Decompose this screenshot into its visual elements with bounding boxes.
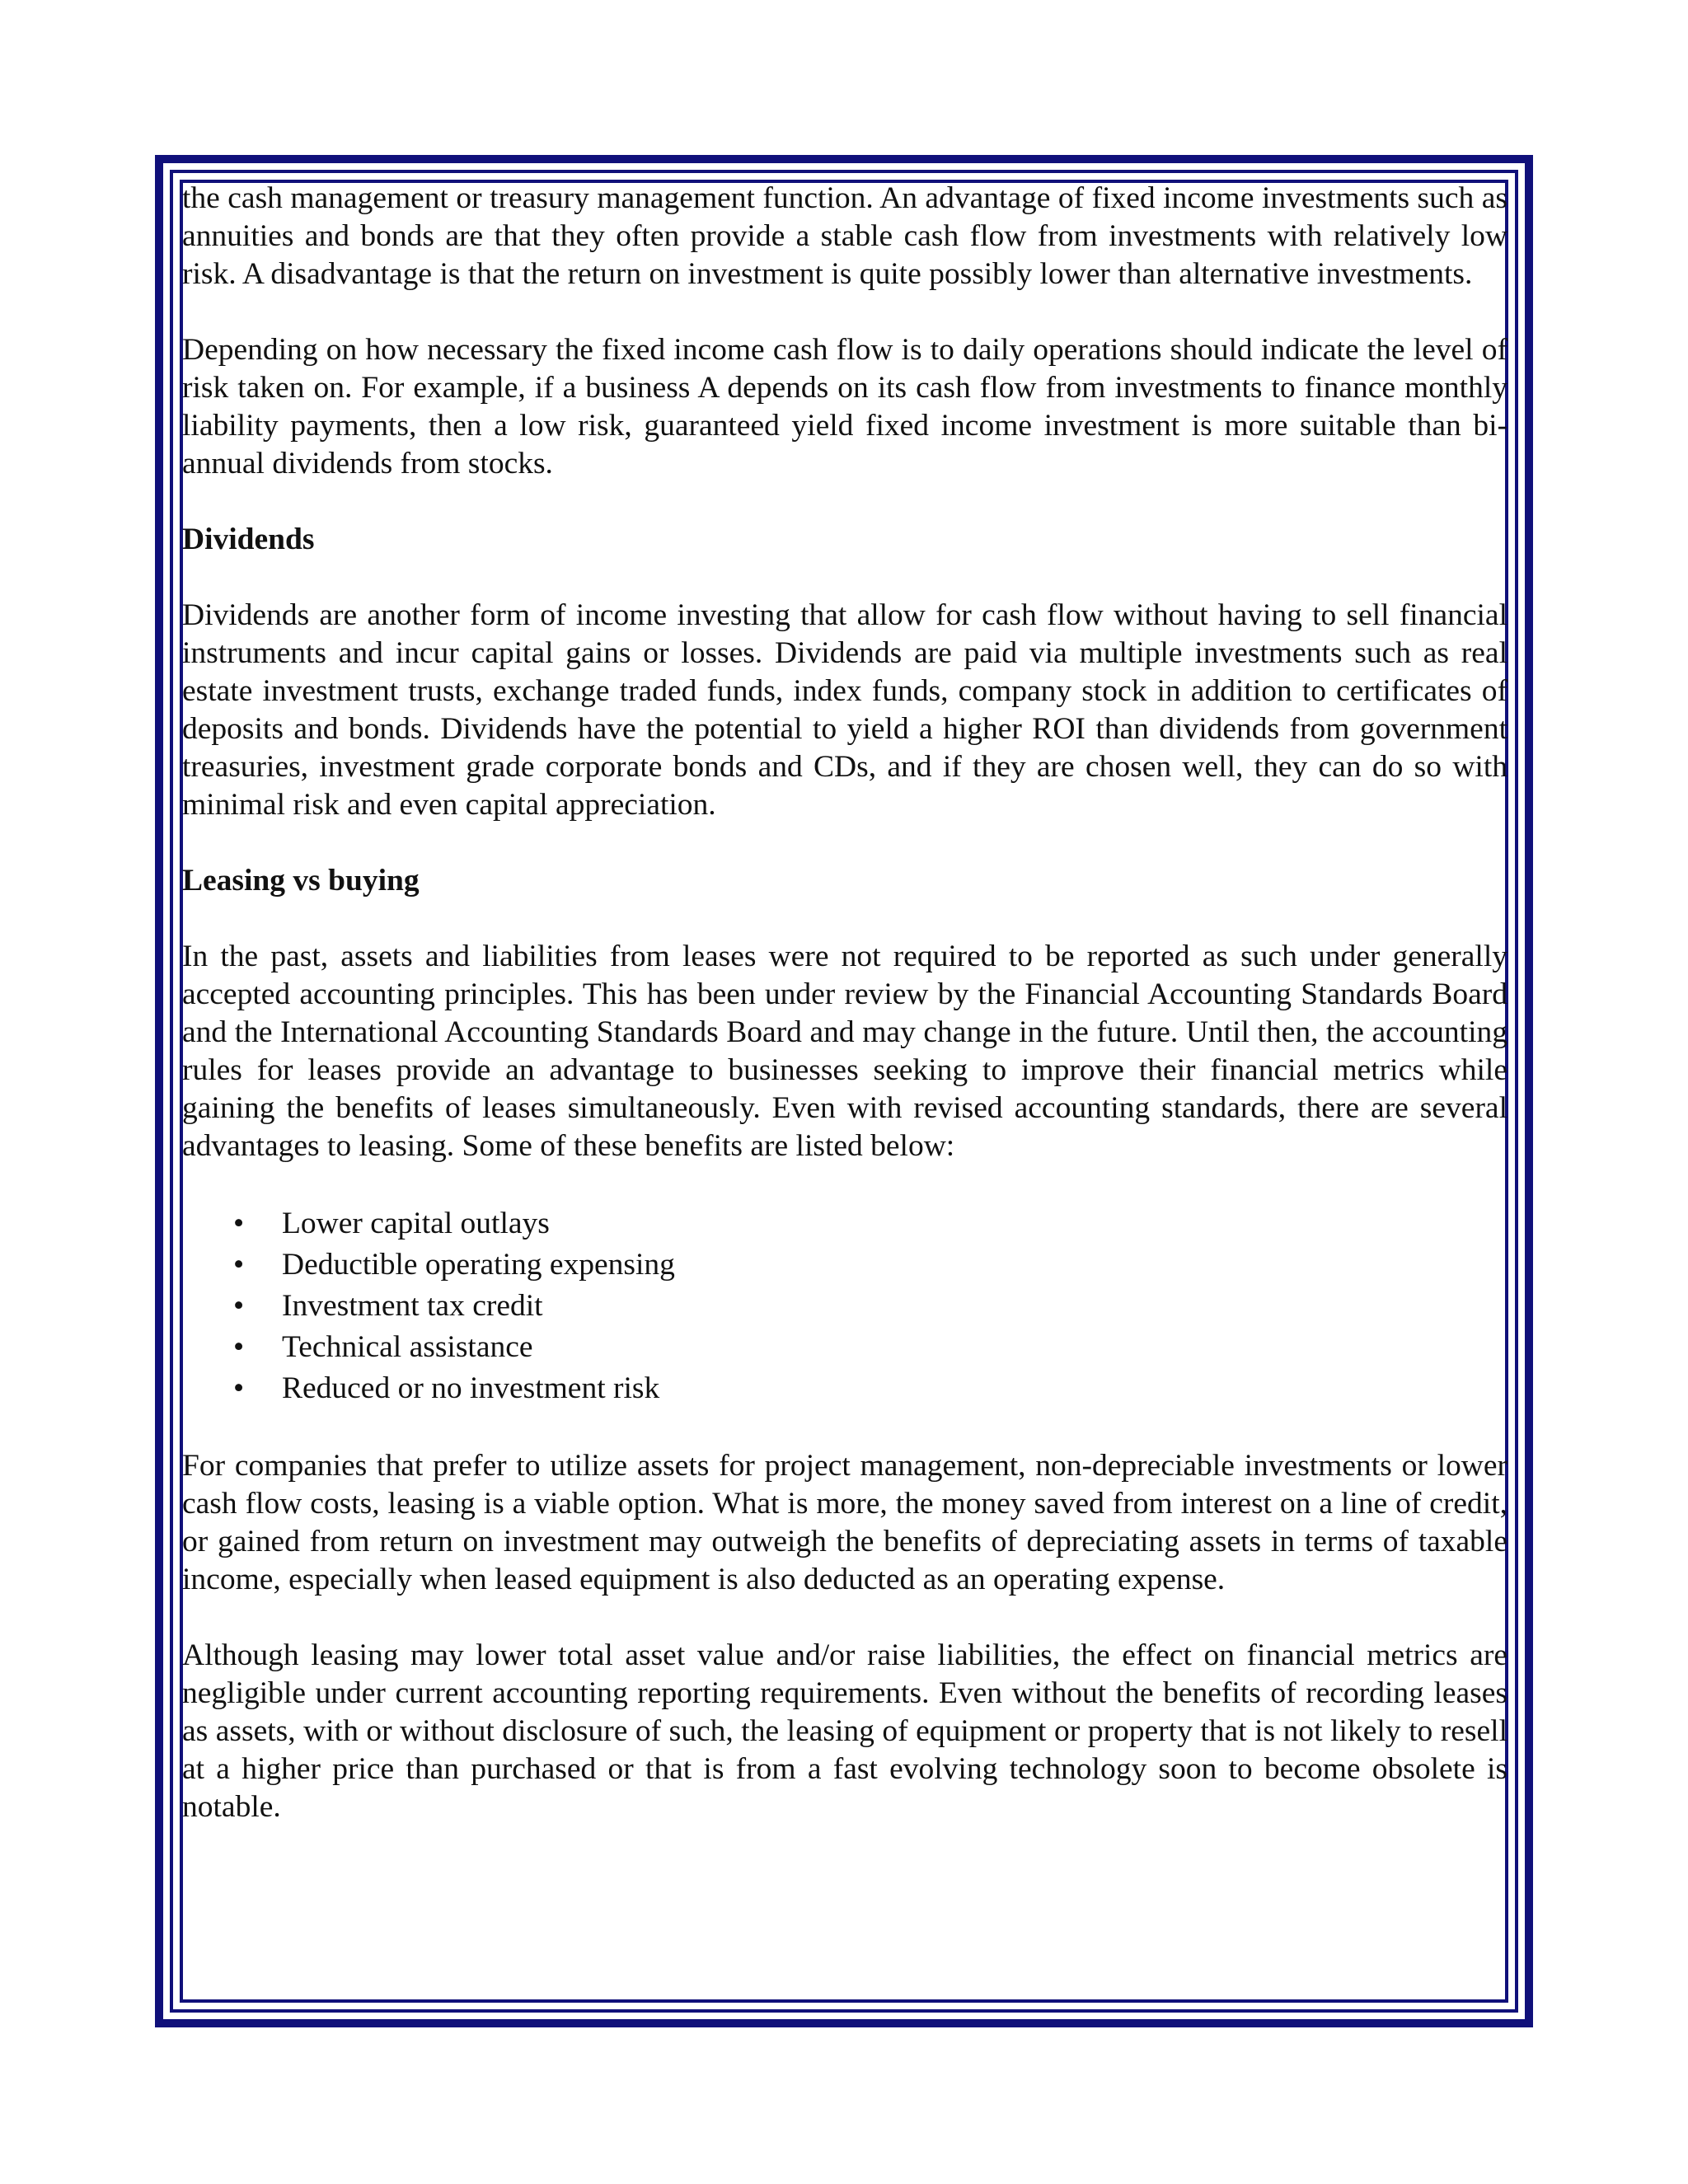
- bullet-icon: •: [233, 1289, 245, 1323]
- leasing-paragraph-3: Although leasing may lower total asset value and/or raise liabilities, the effect on financial metrics are negligible under current accounting reporting requirements. Even without the benefits of recording leases as assets, with or without disclosure of such, the leasing of equipment or property that is not likely to resell at a higher price than purchased or that is from a fast evolving technology soon to become obsolete is notable.: [182, 1638, 1507, 1824]
- bullet-icon: •: [233, 1371, 245, 1405]
- list-item-text: Technical assistance: [282, 1330, 533, 1364]
- leasing-paragraph-2: For companies that prefer to utilize assets for project management, non-depreciable investments or lower cash flow costs, leasing is a viable option. What is more, the money saved from interest on a line of credit, or gained from return on investment may outweigh the benefits of depreciating assets in terms of taxable income, especially when leased equipment is also deducted as an operating expense.: [182, 1449, 1507, 1596]
- leasing-benefits-list: [182, 1203, 1507, 1409]
- bullet-icon: •: [233, 1248, 245, 1282]
- leasing-paragraph: In the past, assets and liabilities from leases were not required to be reported as such under generally accepted accounting principles. This has been under review by the Financial Accounting Standards Board and the International Accounting Standards Board and may change in the future. Until then, the accounting rules for leases provide an advantage to businesses seeking to improve their financial metrics while gaining the benefits of leases simultaneously. Even with revised accounting standards, there are several advantages to leasing. Some of these benefits are listed below:: [182, 940, 1507, 1163]
- list-item: [182, 1368, 1507, 1409]
- section-heading-dividends: Dividends: [182, 523, 315, 556]
- list-item: [182, 1327, 1507, 1368]
- intro-paragraph-2: Depending on how necessary the fixed income cash flow is to daily operations should indicate the level of risk taken on. For example, if a business A depends on its cash flow from investments to finance monthly liability payments, then a low risk, guaranteed yield fixed income investment is more suitable than bi-annual dividends from stocks.: [182, 333, 1507, 480]
- bullet-icon: •: [233, 1207, 245, 1240]
- section-heading-leasing: Leasing vs buying: [182, 864, 420, 898]
- list-item: [182, 1244, 1507, 1286]
- list-item-text: Reduced or no investment risk: [282, 1371, 660, 1405]
- dividends-paragraph: Dividends are another form of income investing that allow for cash flow without having to sell financial instruments and incur capital gains or losses. Dividends are paid via multiple investments such as real estate investment trusts, exchange traded funds, index funds, company stock in addition to certificates of deposits and bonds. Dividends have the potential to yield a higher ROI than dividends from government treasuries, investment grade corporate bonds and CDs, and if they are chosen well, they can do so with minimal risk and even capital appreciation.: [182, 598, 1507, 822]
- list-item-text: Deductible operating expensing: [282, 1248, 675, 1282]
- document-body: [182, 180, 1507, 1864]
- bullet-icon: •: [233, 1330, 245, 1364]
- list-item-text: Lower capital outlays: [282, 1207, 550, 1240]
- intro-paragraph-1: the cash management or treasury management function. An advantage of fixed income investments such as annuities and bonds are that they often provide a stable cash flow from investments with relatively low risk. A disadvantage is that the return on investment is quite possibly lower than alternative investments.: [182, 181, 1507, 291]
- list-item: [182, 1203, 1507, 1244]
- list-item-text: Investment tax credit: [282, 1289, 543, 1323]
- list-item: [182, 1286, 1507, 1327]
